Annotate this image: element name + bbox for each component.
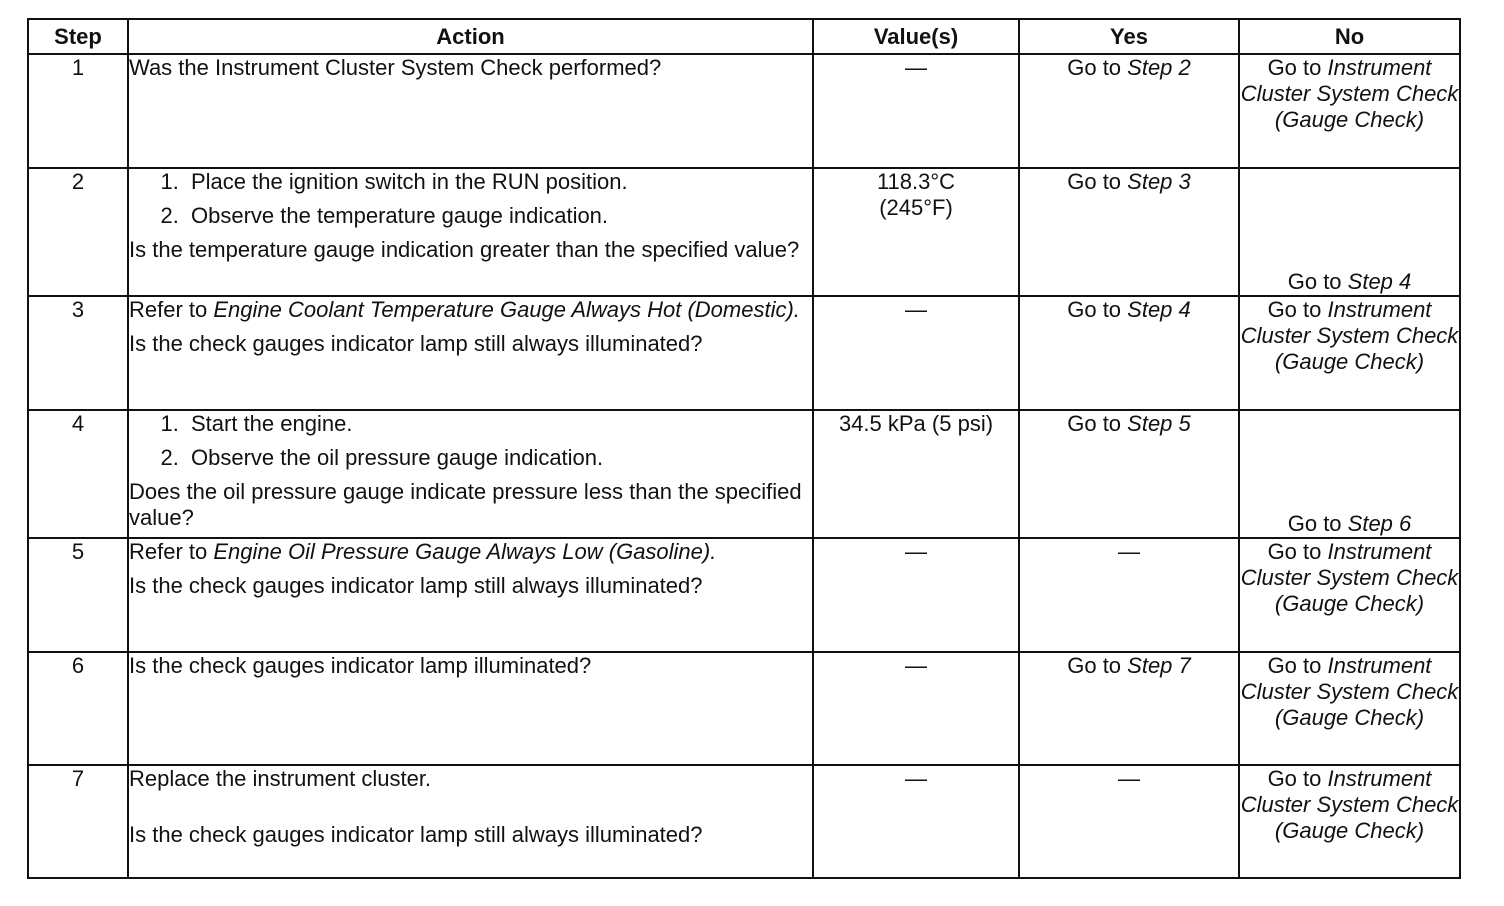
yes-link[interactable]: Step 7 (1127, 653, 1191, 678)
action-question: Is the check gauges indicator lamp still always illuminated? (129, 331, 703, 356)
action-step-item: 2. Observe the temperature gauge indication. (185, 203, 812, 229)
action-question: Is the check gauges indicator lamp still always illuminated? (129, 573, 703, 598)
no-cell (1239, 765, 1460, 878)
no-link[interactable]: Instrument Cluster System Check (Gauge Check) (1240, 55, 1459, 132)
action-step-item: 1. Place the ignition switch in the RUN position. (185, 169, 812, 195)
refer-link[interactable]: Engine Coolant Temperature Gauge Always Hot (Domestic). (213, 297, 800, 322)
yes-cell (1019, 168, 1239, 296)
header-no: No (1239, 19, 1460, 54)
table-row (28, 538, 1460, 652)
no-link[interactable]: Instrument Cluster System Check (Gauge Check) (1240, 297, 1459, 374)
refer-prefix: Refer to (129, 539, 214, 564)
action-steps (129, 411, 812, 471)
no-prefix: Go to (1267, 55, 1328, 80)
action-step-item: 1. Start the engine. (185, 411, 812, 437)
action-refer (129, 539, 812, 565)
value-line: (245°F) (879, 195, 953, 220)
no-cell (1239, 652, 1460, 765)
diagnostic-table (27, 18, 1461, 879)
table-row (28, 652, 1460, 765)
no-prefix: Go to (1267, 297, 1328, 322)
no-cell (1239, 410, 1460, 538)
no-cell (1239, 538, 1460, 652)
no-link[interactable]: Instrument Cluster System Check (Gauge Check) (1240, 653, 1459, 730)
step-number: 6 (28, 652, 128, 765)
table-row (28, 765, 1460, 878)
yes-cell: — (1019, 765, 1239, 878)
refer-prefix: Refer to (129, 297, 214, 322)
table-row (28, 296, 1460, 410)
action-question: Does the oil pressure gauge indicate pressure less than the specified value? (129, 479, 802, 530)
yes-link[interactable]: Step 3 (1127, 169, 1191, 194)
yes-cell (1019, 296, 1239, 410)
yes-cell: — (1019, 538, 1239, 652)
value-cell (813, 168, 1019, 296)
yes-cell (1019, 652, 1239, 765)
value-cell: — (813, 652, 1019, 765)
no-prefix: Go to (1267, 653, 1328, 678)
action-cell (128, 765, 813, 878)
yes-prefix: Go to (1067, 653, 1128, 678)
action-line: Replace the instrument cluster. (129, 766, 432, 791)
value-cell: 34.5 kPa (5 psi) (813, 410, 1019, 538)
header-action: Action (128, 19, 813, 54)
no-prefix: Go to (1267, 539, 1328, 564)
yes-link[interactable]: Step 5 (1127, 411, 1191, 436)
value-cell: — (813, 296, 1019, 410)
value-cell: — (813, 765, 1019, 878)
action-cell (128, 652, 813, 765)
action-question: Was the Instrument Cluster System Check performed? (129, 55, 662, 80)
no-prefix: Go to (1267, 766, 1328, 791)
no-cell (1239, 168, 1460, 296)
yes-prefix: Go to (1067, 411, 1128, 436)
table-row (28, 168, 1460, 296)
no-link[interactable]: Instrument Cluster System Check (Gauge Check) (1240, 539, 1459, 616)
action-cell (128, 296, 813, 410)
action-cell (128, 168, 813, 296)
step-number: 5 (28, 538, 128, 652)
yes-link[interactable]: Step 2 (1127, 55, 1191, 80)
step-number: 1 (28, 54, 128, 168)
no-prefix: Go to (1287, 269, 1348, 294)
action-question: Is the temperature gauge indication greater than the specified value? (129, 237, 800, 262)
no-prefix: Go to (1287, 511, 1348, 536)
action-cell (128, 54, 813, 168)
header-yes: Yes (1019, 19, 1239, 54)
refer-link[interactable]: Engine Oil Pressure Gauge Always Low (Gasoline). (213, 539, 717, 564)
action-step-item: 2. Observe the oil pressure gauge indication. (185, 445, 812, 471)
action-refer (129, 297, 812, 323)
value-cell: — (813, 54, 1019, 168)
header-row (28, 19, 1460, 54)
header-step: Step (28, 19, 128, 54)
yes-cell (1019, 54, 1239, 168)
no-link[interactable]: Step 4 (1347, 269, 1412, 294)
table-row (28, 54, 1460, 168)
table-row (28, 410, 1460, 538)
step-number: 4 (28, 410, 128, 538)
yes-prefix: Go to (1067, 297, 1128, 322)
action-cell (128, 410, 813, 538)
yes-prefix: Go to (1067, 169, 1128, 194)
yes-cell (1019, 410, 1239, 538)
no-cell (1239, 54, 1460, 168)
value-line: 118.3°C (876, 169, 956, 194)
no-link[interactable]: Step 6 (1347, 511, 1412, 536)
no-cell (1239, 296, 1460, 410)
action-cell (128, 538, 813, 652)
step-number: 3 (28, 296, 128, 410)
step-number: 7 (28, 765, 128, 878)
action-steps (129, 169, 812, 229)
yes-prefix: Go to (1067, 55, 1128, 80)
step-number: 2 (28, 168, 128, 296)
header-values: Value(s) (813, 19, 1019, 54)
action-question: Is the check gauges indicator lamp illuminated? (129, 653, 592, 678)
action-question: Is the check gauges indicator lamp still always illuminated? (129, 822, 703, 847)
yes-link[interactable]: Step 4 (1127, 297, 1191, 322)
no-link[interactable]: Instrument Cluster System Check (Gauge Check) (1240, 766, 1459, 843)
value-cell: — (813, 538, 1019, 652)
